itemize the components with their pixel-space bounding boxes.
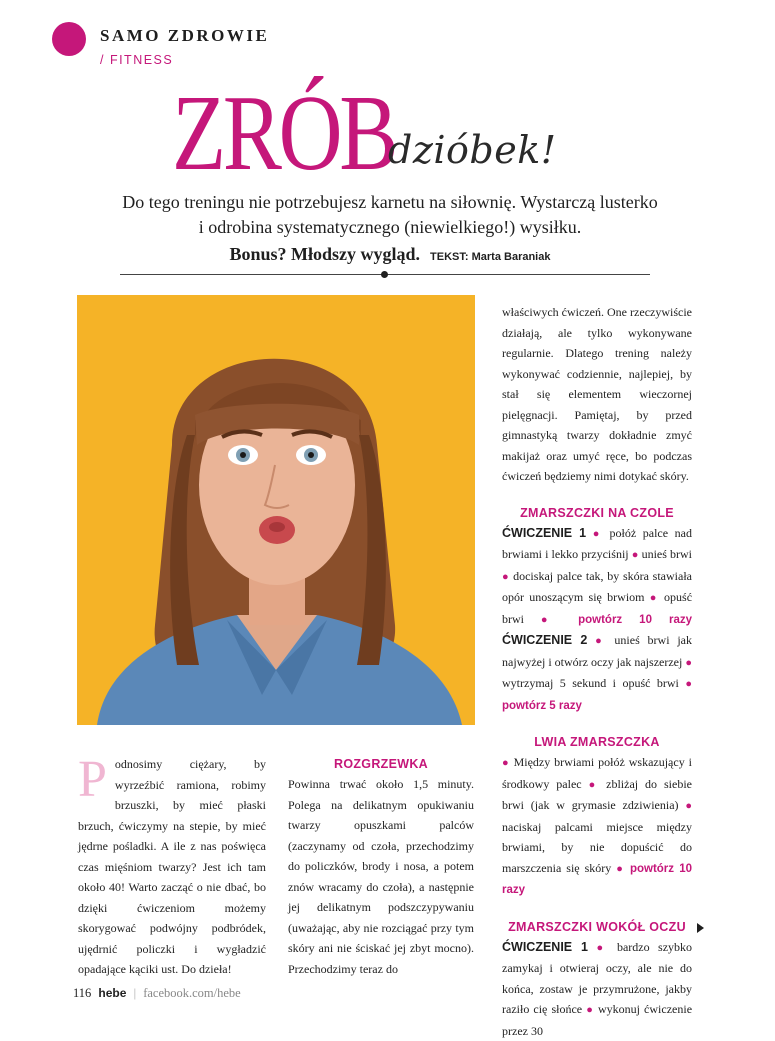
exercise-step: naciskaj palcami miejsce między brwiami, by nie dopuścić do marszczenia się skóry — [502, 820, 692, 875]
column-warmup — [288, 754, 474, 979]
portrait-photo — [77, 295, 475, 725]
repeat-note: powtórz 5 razy — [502, 700, 582, 712]
exercises-intro: właściwych ćwiczeń. One rzeczywiście działają, ale tylko wykonywane regularnie. Dlatego trening należy wykonywać codziennie, najlepiej, by stał się elementem wieczornej pielęgnacji. Pamiętaj, by przed gimnastyką twarzy dokładnie zmyć makijaż oraz umyć ręce, bo podczas ćwiczeń będziemy nimi dotykać skóry. — [502, 302, 692, 487]
page-number: 116 — [73, 986, 91, 1000]
exercise-step: unieś brwi jak najwyżej i otwórz oczy jak najszerzej — [502, 633, 692, 669]
article-title-script: dzióbek! — [388, 128, 557, 172]
page-footer — [73, 986, 241, 1001]
drop-cap: P — [78, 758, 107, 802]
subsection-label: / FITNESS — [100, 53, 173, 67]
spacer — [502, 487, 692, 503]
exercise-label: ĆWICZENIE 1 — [502, 940, 588, 954]
exercise-step: unieś brwi — [642, 547, 692, 561]
lead-line-3 — [60, 244, 720, 265]
forehead-exercises — [502, 523, 692, 717]
exercise-step: wytrzymaj 5 sekund i opuść brwi — [502, 676, 679, 690]
magenta-circle-icon — [52, 22, 86, 56]
lead-line-1: Do tego treningu nie potrzebujesz karnetu na siłownię. Wystarczą lusterko — [60, 192, 720, 213]
column-intro — [78, 754, 266, 980]
magenta-dot-icon: ● — [685, 800, 692, 812]
eyes-heading: ZMARSZCZKI WOKÓŁ OCZU — [502, 917, 692, 937]
spacer — [502, 901, 692, 917]
article-title: ZRÓB — [172, 80, 395, 188]
magenta-dot-icon: ● — [632, 549, 639, 561]
forehead-heading: ZMARSZCZKI NA CZOLE — [502, 503, 692, 523]
exercise-step: dociskaj palce tak, by skóra stawiała opór unoszącym się brwiom — [502, 569, 692, 605]
spacer — [502, 716, 692, 732]
repeat-note: powtórz 10 razy — [502, 863, 692, 897]
exercise-step: połóż palce nad brwiami i lekko przyciśnij — [502, 526, 692, 562]
exercise-step: wykonuj ćwiczenie przez 30 — [502, 1002, 692, 1038]
exercise-label: ĆWICZENIE 1 — [502, 526, 586, 540]
exercise-step: opuść brwi — [502, 590, 692, 626]
exercise-label: ĆWICZENIE 2 — [502, 633, 587, 647]
magenta-dot-icon: ● — [593, 528, 603, 540]
footer-separator: | — [134, 986, 137, 1000]
warmup-paragraph: Powinna trwać około 1,5 minuty. Polega na delikatnym opukiwaniu twarzy opuszkami palców (zaczynamy od czoła, przechodzimy do policzków, brody i nosa, a potem znów wracamy do czoła), a następnie jej delikatnym podszczypywaniu (uważając, aby nie rozciągać przy tym skóry ani nie ściskać jej zbyt mocno). Przechodzimy teraz do — [288, 777, 474, 976]
exercise-step: Między brwiami połóż wskazujący i środkowy palec — [502, 755, 692, 791]
magenta-dot-icon: ● — [541, 614, 561, 626]
section-label: SAMO ZDROWIE — [100, 26, 269, 46]
warmup-heading: ROZGRZEWKA — [288, 754, 474, 774]
exercise-step: zbliżaj do siebie brwi (jak w grymasie zdziwienia) — [502, 777, 692, 813]
magenta-dot-icon: ● — [589, 779, 600, 791]
brand-logo: hebe — [98, 986, 126, 1000]
frown-exercises — [502, 752, 692, 901]
magenta-dot-icon: ● — [502, 757, 510, 769]
magenta-dot-icon: ● — [596, 942, 608, 954]
exercise-step: bardzo szybko zamykaj i otwieraj oczy, ale nie do końca, zostaw je przymrużone, jakby raziło cię słońce — [502, 940, 692, 1017]
magenta-dot-icon: ● — [685, 678, 692, 690]
magenta-dot-icon: ● — [650, 592, 659, 604]
lead-bonus: Bonus? Młodszy wygląd. — [230, 244, 421, 264]
lead-line-2: i odrobina systematycznego (niewielkiego!) wysiłku. — [60, 217, 720, 238]
magenta-dot-icon: ● — [595, 635, 606, 647]
column-exercises — [502, 302, 692, 1041]
author-credit: TEKST: Marta Baraniak — [430, 251, 550, 263]
divider-dot — [381, 271, 388, 278]
intro-paragraph: odnosimy ciężary, by wyrzeźbić ramiona, robimy brzuszki, by mieć płaski brzuch, ćwiczymy na stepie, by mieć jędrne pośladki. A ile z nas poświęca czas mięśniom twarzy? Jest ich tam około 40! Warto zacząć o nie dbać, bo dzięki ćwiczeniom możemy skorygować podwójny podbródek, ujędrnić policzki i wygładzić opadające kąciki ust. Do dzieła! — [78, 757, 266, 976]
magenta-dot-icon: ● — [616, 863, 625, 875]
facebook-link[interactable]: facebook.com/hebe — [143, 986, 241, 1000]
magenta-dot-icon: ● — [502, 571, 509, 583]
frown-heading: LWIA ZMARSZCZKA — [502, 732, 692, 752]
eyes-exercises — [502, 937, 692, 1041]
repeat-note: powtórz 10 razy — [578, 614, 692, 626]
magenta-dot-icon: ● — [685, 657, 692, 669]
triangle-right-icon — [697, 923, 704, 933]
magenta-dot-icon: ● — [586, 1004, 594, 1016]
